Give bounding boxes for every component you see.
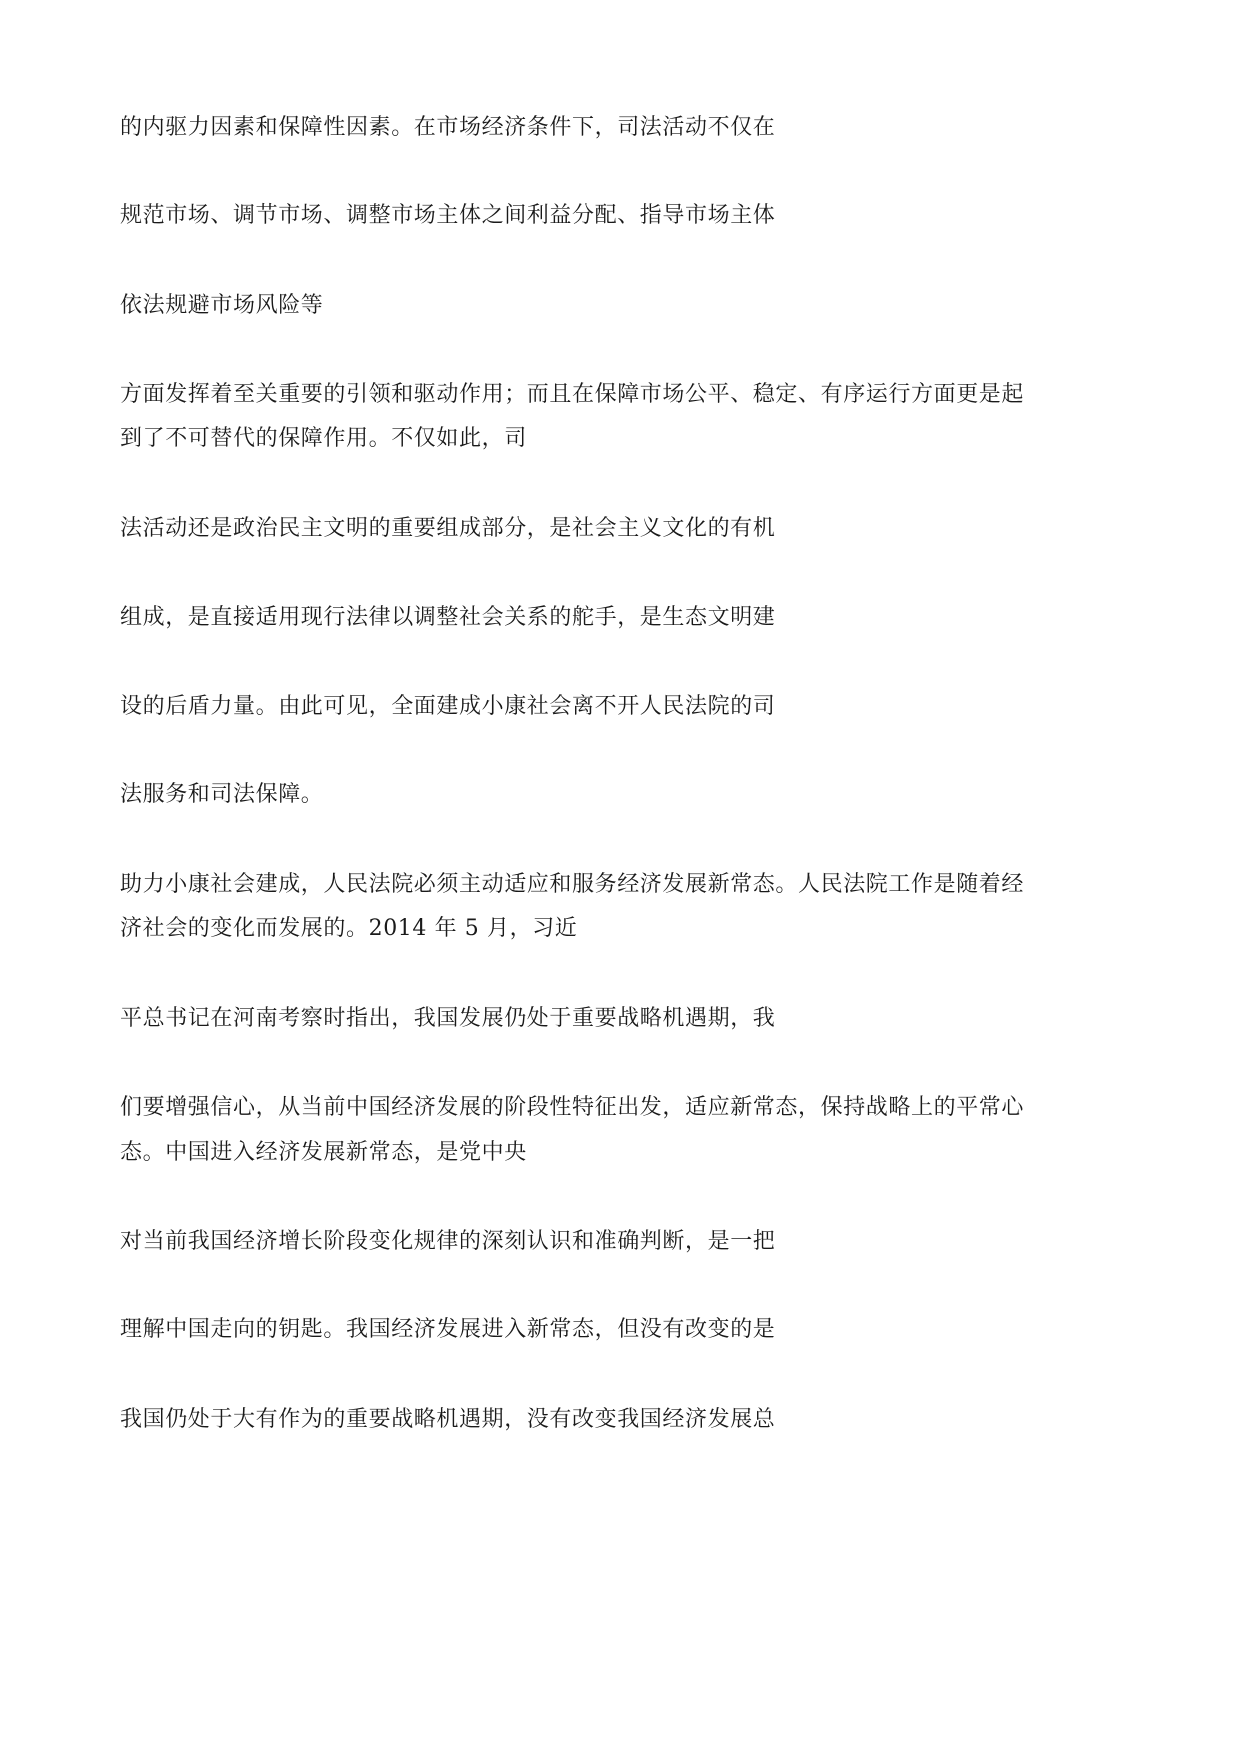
text-line-1: 的内驱力因素和保障性因素。在市场经济条件下，司法活动不仅在 bbox=[120, 115, 776, 140]
text-line-13: 们要增强信心，从当前中国经济发展的阶段性特征出发，适应新常态，保持战略上的平常心 bbox=[120, 1095, 1025, 1120]
text-line-12: 平总书记在河南考察时指出，我国发展仍处于重要战略机遇期，我 bbox=[120, 1006, 776, 1031]
text-line-6: 法活动还是政治民主文明的重要组成部分，是社会主义文化的有机 bbox=[120, 516, 776, 541]
text-line-8: 设的后盾力量。由此可见，全面建成小康社会离不开人民法院的司 bbox=[120, 694, 776, 719]
text-line-7: 组成，是直接适用现行法律以调整社会关系的舵手，是生态文明建 bbox=[120, 605, 776, 630]
text-line-10: 助力小康社会建成，人民法院必须主动适应和服务经济发展新常态。人民法院工作是随着经 bbox=[120, 872, 1025, 897]
text-line-17: 我国仍处于大有作为的重要战略机遇期，没有改变我国经济发展总 bbox=[120, 1407, 776, 1432]
text-line-11: 济社会的变化而发展的。2014 年 5 月，习近 bbox=[120, 916, 578, 941]
text-line-14: 态。中国进入经济发展新常态，是党中央 bbox=[120, 1140, 527, 1165]
text-line-9: 法服务和司法保障。 bbox=[120, 782, 324, 807]
text-line-5: 到了不可替代的保障作用。不仅如此，司 bbox=[120, 426, 527, 451]
text-line-15: 对当前我国经济增长阶段变化规律的深刻认识和准确判断，是一把 bbox=[120, 1229, 776, 1254]
text-line-2: 规范市场、调节市场、调整市场主体之间利益分配、指导市场主体 bbox=[120, 203, 776, 228]
text-line-4: 方面发挥着至关重要的引领和驱动作用；而且在保障市场公平、稳定、有序运行方面更是起 bbox=[120, 382, 1025, 407]
text-line-16: 理解中国走向的钥匙。我国经济发展进入新常态，但没有改变的是 bbox=[120, 1317, 776, 1342]
text-line-3: 依法规避市场风险等 bbox=[120, 293, 324, 318]
